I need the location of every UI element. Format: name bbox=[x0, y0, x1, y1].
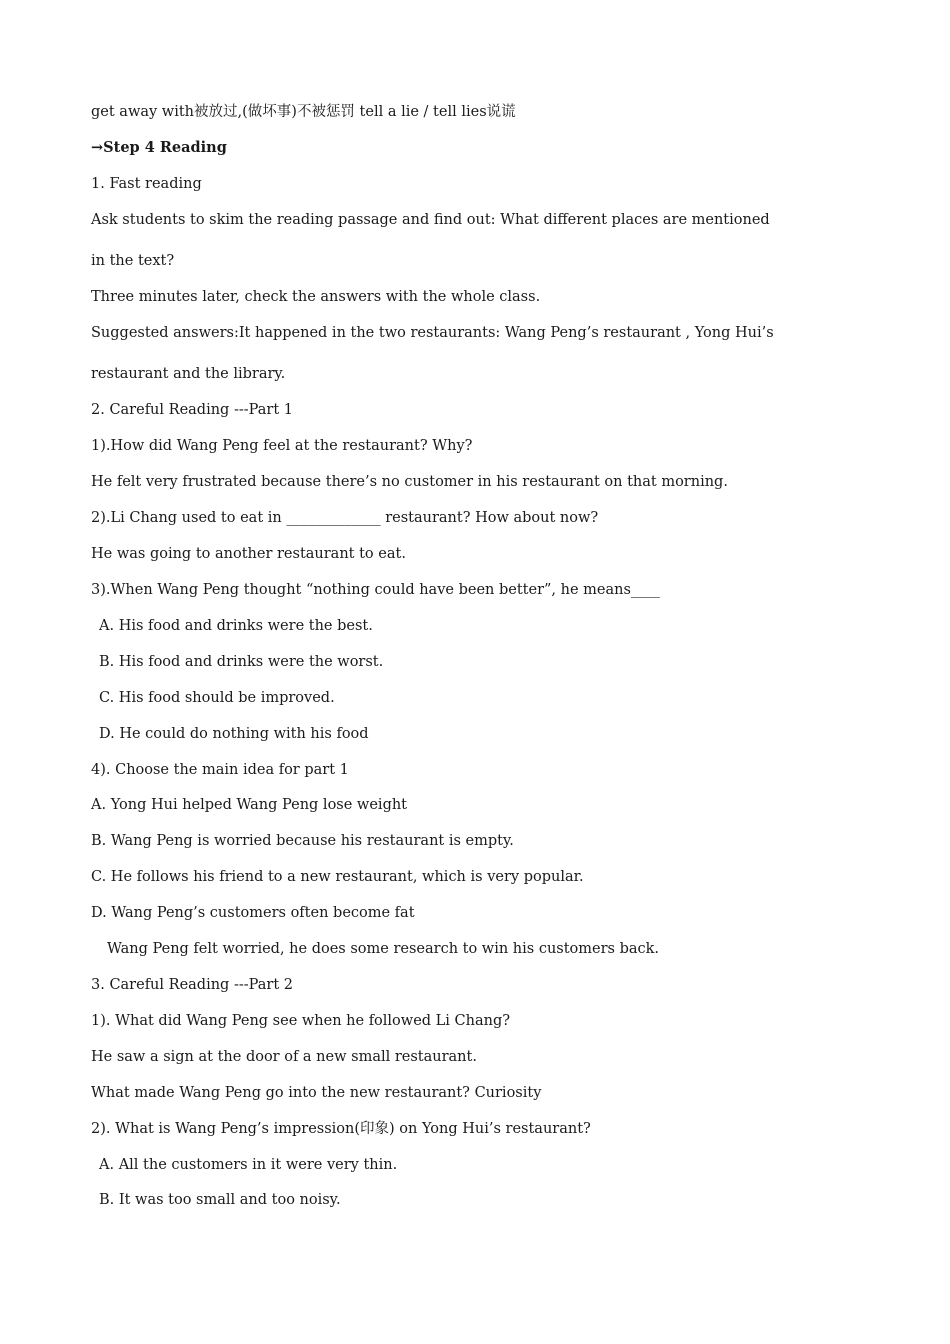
section-fast-reading: 1. Fast reading bbox=[91, 176, 202, 192]
answer-line: He was going to another restaurant to eat. bbox=[91, 546, 406, 562]
question-line: 1). What did Wang Peng see when he followed Li Chang? bbox=[91, 1013, 511, 1029]
option-line: C. He follows his friend to a new restaurant, which is very popular. bbox=[91, 869, 584, 885]
question-line: 2). What is Wang Peng’s impression(印象) on Yong Hui’s restaurant? bbox=[91, 1121, 591, 1137]
section-careful-reading-2: 3. Careful Reading ---Part 2 bbox=[91, 977, 293, 993]
paragraph-line: Ask students to skim the reading passage and find out: What different places are mentioned bbox=[91, 212, 770, 228]
paragraph-line: Suggested answers:It happened in the two restaurants: Wang Peng’s restaurant , Yong Hui’s bbox=[91, 325, 774, 341]
summary-line: Wang Peng felt worried, he does some research to win his customers back. bbox=[107, 941, 660, 957]
option-line: A. Yong Hui helped Wang Peng lose weight bbox=[91, 797, 408, 813]
option-line: A. All the customers in it were very thin. bbox=[99, 1157, 398, 1173]
question-line: 2).Li Chang used to eat in _____________ restaurant? How about now? bbox=[91, 510, 599, 526]
question-line: 4). Choose the main idea for part 1 bbox=[91, 762, 349, 778]
option-line: B. It was too small and too noisy. bbox=[99, 1192, 341, 1208]
paragraph-line: in the text? bbox=[91, 253, 175, 269]
option-line: D. He could do nothing with his food bbox=[99, 726, 369, 742]
option-line: C. His food should be improved. bbox=[99, 690, 335, 706]
answer-line: He saw a sign at the door of a new small restaurant. bbox=[91, 1049, 477, 1065]
answer-line: He felt very frustrated because there’s no customer in his restaurant on that morning. bbox=[91, 474, 728, 490]
question-line: 3).When Wang Peng thought “nothing could have been better”, he means____ bbox=[91, 582, 660, 598]
step-heading: →Step 4 Reading bbox=[91, 139, 227, 156]
option-line: B. Wang Peng is worried because his restaurant is empty. bbox=[91, 833, 514, 849]
question-line: 1).How did Wang Peng feel at the restaurant? Why? bbox=[91, 438, 473, 454]
section-careful-reading-1: 2. Careful Reading ---Part 1 bbox=[91, 402, 293, 418]
option-line: A. His food and drinks were the best. bbox=[99, 618, 373, 634]
option-line: D. Wang Peng’s customers often become fat bbox=[91, 905, 415, 921]
question-line: What made Wang Peng go into the new restaurant? Curiosity bbox=[91, 1085, 542, 1101]
paragraph-line: Three minutes later, check the answers with the whole class. bbox=[91, 289, 541, 305]
paragraph-line: restaurant and the library. bbox=[91, 366, 286, 382]
vocab-line: get away with被放过,(做坏事)不被惩罚 tell a lie / tell lies说谎 bbox=[91, 104, 516, 120]
option-line: B. His food and drinks were the worst. bbox=[99, 654, 384, 670]
